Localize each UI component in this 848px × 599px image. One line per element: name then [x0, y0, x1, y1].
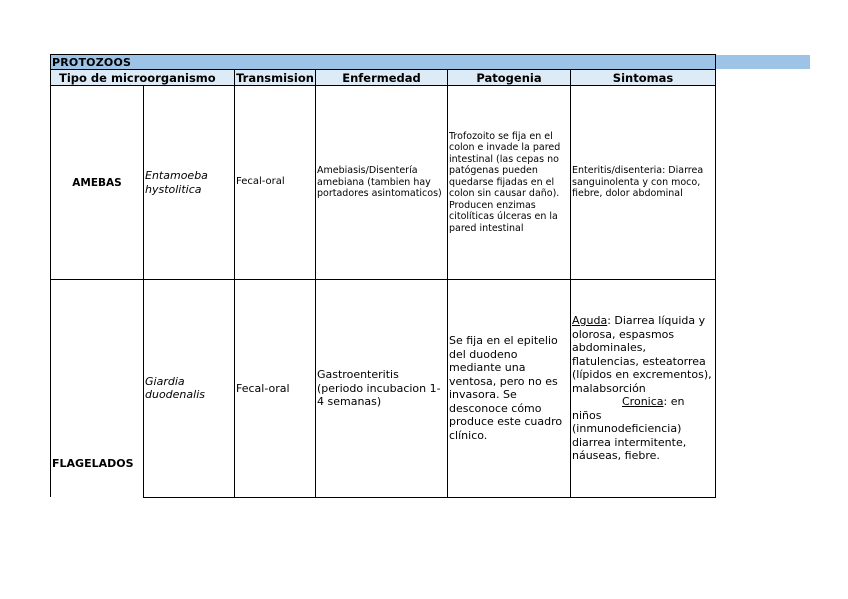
- disease-cell[interactable]: Gastroenteritis (periodo incubacion 1-4 semanas): [316, 280, 448, 498]
- acute-text: : Diarrea líquida y olorosa, espasmos abdominales, flatulencias, esteatorrea (lípidos en excrementos), malabsorción: [572, 314, 712, 395]
- transmission-cell[interactable]: Fecal-oral: [235, 86, 316, 280]
- table-row: [51, 86, 716, 280]
- symptoms-cell[interactable]: Enteritis/disenteria: Diarrea sanguinolenta y con moco, fiebre, dolor abdominal: [571, 86, 716, 280]
- header-enfermedad[interactable]: Enfermedad: [316, 70, 448, 86]
- table-title[interactable]: PROTOZOOS: [51, 55, 716, 70]
- header-tipo[interactable]: Tipo de microorganismo: [51, 70, 235, 86]
- table-row: [51, 280, 716, 498]
- header-sintomas[interactable]: Sintomas: [571, 70, 716, 86]
- header-patogenia[interactable]: Patogenia: [448, 70, 571, 86]
- title-row: [51, 55, 716, 70]
- symptoms-cell[interactable]: [571, 280, 716, 498]
- header-transmision[interactable]: Transmision: [236, 70, 314, 85]
- group-cell-flagelados[interactable]: FLAGELADOS: [51, 280, 144, 498]
- acute-label: Aguda: [572, 314, 608, 327]
- title-band-extension: [715, 55, 810, 69]
- group-cell-amebas[interactable]: AMEBAS: [51, 86, 144, 280]
- protozoa-table: [50, 54, 716, 498]
- organism-cell[interactable]: Entamoeba hystolitica: [144, 86, 235, 280]
- header-row: [51, 70, 716, 86]
- transmission-cell[interactable]: Fecal-oral: [235, 280, 316, 498]
- chronic-text: : en niños (inmunodeficiencia) diarrea intermitente, náuseas, fiebre.: [572, 395, 687, 462]
- pathogenesis-cell[interactable]: Se fija en el epitelio del duodeno mediante una ventosa, pero no es invasora. Se desconoce cómo produce este cuadro clínico.: [448, 280, 571, 498]
- organism-cell[interactable]: Giardia duodenalis: [144, 280, 235, 498]
- pathogenesis-cell[interactable]: Trofozoito se fija en el colon e invade la pared intestinal (las cepas no patógenas pueden quedarse fijadas en el colon sin causar daño). Producen enzimas citolíticas úlceras en la pared intestinal: [448, 86, 571, 280]
- chronic-label: Cronica: [622, 395, 664, 408]
- disease-cell[interactable]: Amebiasis/Disentería amebiana (tambien hay portadores asintomaticos): [316, 86, 448, 280]
